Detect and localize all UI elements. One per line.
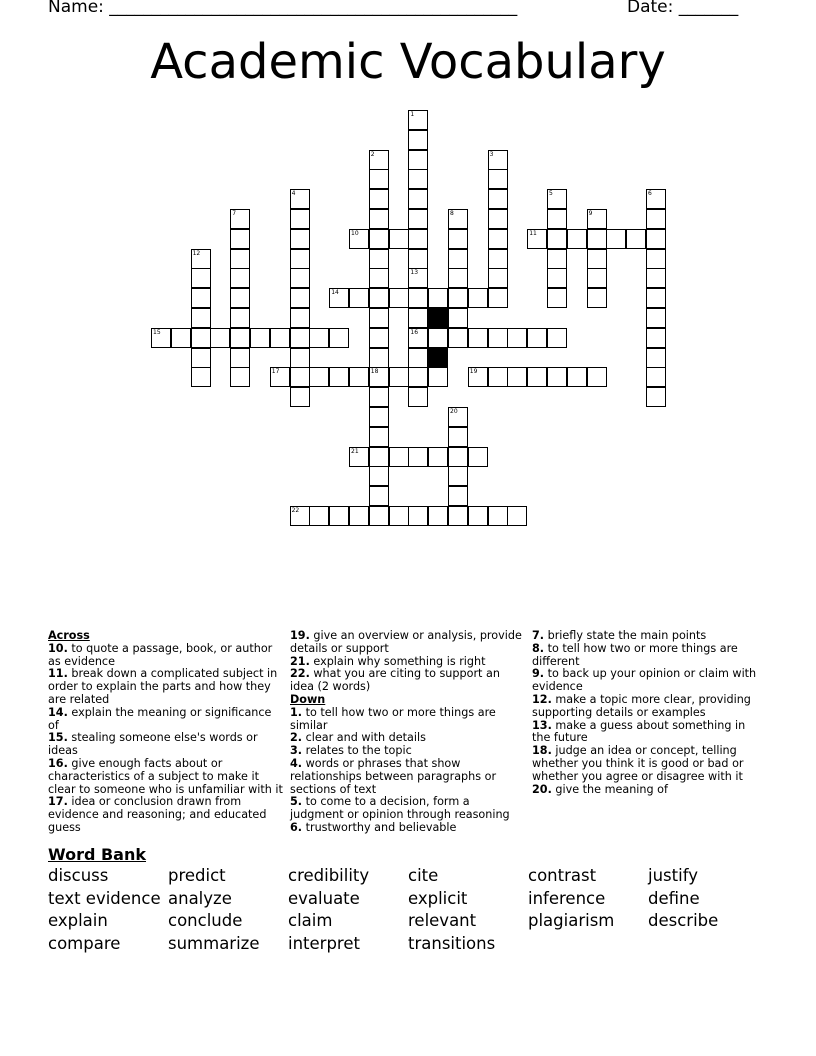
grid-cell[interactable]	[389, 288, 409, 308]
grid-cell[interactable]	[488, 268, 508, 288]
clue-text: trustworthy and believable	[302, 820, 457, 834]
grid-cell[interactable]	[646, 249, 666, 269]
clue-text: explain why something is right	[309, 654, 486, 668]
grid-cell[interactable]	[448, 308, 468, 328]
grid-cell[interactable]	[587, 367, 607, 387]
grid-cell[interactable]	[250, 328, 270, 348]
grid-cell[interactable]	[389, 447, 409, 467]
grid-cell[interactable]	[329, 506, 349, 526]
grid-cell[interactable]	[547, 189, 567, 209]
clue-number: 1	[410, 111, 415, 118]
grid-cell[interactable]	[448, 268, 468, 288]
grid-cell[interactable]	[171, 328, 191, 348]
clue-number: 2	[370, 150, 375, 158]
grid-cell[interactable]	[191, 367, 211, 387]
grid-cell[interactable]	[290, 288, 310, 308]
clue-column-3	[532, 630, 767, 796]
grid-cell[interactable]	[369, 328, 389, 348]
grid-cell[interactable]	[606, 229, 626, 249]
clue-text: judge an idea or concept, telling whether you think it is good or bad or whether you agree or disagree with it	[532, 744, 744, 783]
down-clue	[532, 784, 767, 797]
grid-cell[interactable]	[369, 169, 389, 189]
word-bank-item: relevant	[408, 911, 477, 930]
across-clue	[48, 707, 283, 733]
grid-cell[interactable]	[230, 348, 250, 368]
grid-cell[interactable]	[290, 367, 310, 387]
grid-cell[interactable]	[488, 150, 508, 170]
grid-cell[interactable]	[369, 486, 389, 506]
down-heading: Down	[290, 692, 326, 706]
grid-cell[interactable]	[646, 288, 666, 308]
grid-cell[interactable]	[329, 328, 349, 348]
word-bank-item: summarize	[168, 933, 260, 953]
grid-cell[interactable]	[349, 447, 369, 467]
clue-number: 6	[648, 190, 652, 198]
grid-cell[interactable]	[547, 209, 567, 229]
grid-cell[interactable]	[646, 209, 666, 229]
clue-number: 13	[410, 269, 419, 277]
down-clue	[290, 822, 525, 835]
grid-cell[interactable]	[369, 427, 389, 447]
grid-cell[interactable]	[408, 367, 428, 387]
grid-cell[interactable]	[270, 367, 290, 387]
grid-cell[interactable]	[547, 367, 567, 387]
clue-number: 1.	[290, 705, 303, 719]
grid-black-square	[428, 348, 448, 368]
word-bank-item: evaluate	[288, 888, 360, 908]
grid-cell[interactable]	[408, 209, 428, 229]
word-bank-item: text evidence	[48, 888, 161, 908]
grid-cell[interactable]	[468, 367, 488, 387]
clue-number: 4	[291, 190, 296, 198]
grid-cell[interactable]	[230, 209, 250, 229]
word-bank-item: explain	[48, 911, 108, 930]
grid-cell[interactable]	[230, 229, 250, 249]
grid-cell[interactable]	[448, 328, 468, 348]
grid-cell[interactable]	[369, 268, 389, 288]
grid-cell[interactable]	[369, 189, 389, 209]
grid-cell[interactable]	[646, 387, 666, 407]
grid-cell[interactable]	[488, 288, 508, 308]
grid-cell[interactable]	[527, 328, 547, 348]
grid-cell[interactable]	[309, 506, 329, 526]
clue-number: 20	[450, 408, 458, 415]
grid-cell[interactable]	[428, 367, 448, 387]
grid-cell[interactable]	[408, 130, 428, 150]
grid-cell[interactable]	[408, 169, 428, 189]
grid-cell[interactable]	[210, 328, 230, 348]
word-bank-item: plagiarism	[528, 911, 615, 930]
grid-cell[interactable]	[290, 308, 310, 328]
page-title: Academic Vocabulary	[150, 34, 666, 90]
grid-cell[interactable]	[230, 268, 250, 288]
grid-cell[interactable]	[408, 387, 428, 407]
grid-cell[interactable]	[191, 249, 211, 269]
grid-cell[interactable]	[488, 249, 508, 269]
grid-cell[interactable]	[468, 506, 488, 526]
grid-cell[interactable]	[369, 348, 389, 368]
grid-cell[interactable]	[626, 229, 646, 249]
clue-number: 11	[529, 229, 537, 237]
clue-number: 19	[469, 368, 478, 376]
grid-cell[interactable]	[646, 348, 666, 368]
grid-cell[interactable]	[646, 308, 666, 328]
clue-text: clear and with details	[302, 731, 426, 745]
grid-cell[interactable]	[151, 328, 171, 348]
grid-cell[interactable]	[488, 328, 508, 348]
clue-text: make a guess about something in the future	[532, 718, 746, 745]
grid-cell[interactable]	[369, 209, 389, 229]
clue-number: 21.	[290, 654, 310, 668]
word-bank-item: discuss	[48, 866, 109, 885]
grid-cell[interactable]	[270, 328, 290, 348]
across-clue	[48, 732, 283, 758]
grid-cell[interactable]	[369, 367, 389, 387]
across-clue	[48, 668, 283, 706]
clue-text: make a topic more clear, providing supporting details or examples	[532, 692, 751, 719]
clue-text: briefly state the main points	[544, 629, 707, 642]
clue-number: 8.	[532, 641, 545, 655]
date-label: Date: _______	[627, 0, 739, 17]
clue-number: 4.	[290, 756, 303, 770]
clue-number: 5	[549, 190, 553, 198]
grid-cell[interactable]	[369, 288, 389, 308]
grid-cell[interactable]	[369, 229, 389, 249]
clue-number: 15	[153, 328, 161, 336]
clue-number: 22.	[290, 667, 310, 681]
grid-cell[interactable]	[369, 466, 389, 486]
clue-text: explain the meaning or significance of	[48, 705, 272, 732]
grid-cell[interactable]	[587, 209, 607, 229]
grid-cell[interactable]	[290, 209, 310, 229]
clue-number: 7.	[532, 629, 545, 642]
grid-cell[interactable]	[369, 308, 389, 328]
grid-cell[interactable]	[646, 229, 666, 249]
grid-cell[interactable]	[567, 229, 587, 249]
grid-cell[interactable]	[587, 229, 607, 249]
down-clue	[290, 707, 525, 733]
grid-cell[interactable]	[369, 387, 389, 407]
grid-cell[interactable]	[369, 447, 389, 467]
grid-cell[interactable]	[527, 229, 547, 249]
clue-number: 13.	[532, 718, 552, 732]
clue-number: 10	[351, 229, 359, 237]
grid-cell[interactable]	[191, 348, 211, 368]
grid-cell[interactable]	[369, 407, 389, 427]
grid-cell[interactable]	[369, 506, 389, 526]
grid-cell[interactable]	[488, 189, 508, 209]
grid-cell[interactable]	[309, 367, 329, 387]
clue-number: 14.	[48, 705, 68, 719]
clue-number: 19.	[290, 629, 310, 642]
grid-cell[interactable]	[230, 249, 250, 269]
grid-cell[interactable]	[428, 447, 448, 467]
grid-cell[interactable]	[646, 268, 666, 288]
clue-text: to back up your opinion or claim with evidence	[532, 667, 757, 694]
grid-cell[interactable]	[290, 328, 310, 348]
clue-text: to quote a passage, book, or author as evidence	[48, 641, 273, 668]
grid-cell[interactable]	[488, 506, 508, 526]
clue-number: 17	[271, 368, 280, 376]
grid-cell[interactable]	[191, 308, 211, 328]
grid-cell[interactable]	[230, 308, 250, 328]
grid-cell[interactable]	[468, 447, 488, 467]
grid-cell[interactable]	[408, 229, 428, 249]
grid-black-square	[428, 308, 448, 328]
grid-cell[interactable]	[408, 308, 428, 328]
clue-number: 18.	[532, 744, 552, 758]
word-bank-item: explicit	[408, 888, 468, 908]
grid-cell[interactable]	[408, 506, 428, 526]
grid-cell[interactable]	[547, 229, 567, 249]
grid-cell[interactable]	[191, 328, 211, 348]
grid-cell[interactable]	[408, 249, 428, 269]
clue-text: to tell how two or more things are similar	[290, 705, 496, 732]
clue-text: give enough facts about or characteristics of a subject to make it clear to someone who is unfamiliar with it	[48, 756, 283, 796]
clue-number: 9	[588, 210, 593, 217]
grid-cell[interactable]	[448, 486, 468, 506]
grid-cell[interactable]	[448, 447, 468, 467]
clue-number: 2.	[290, 731, 303, 745]
word-bank-item: conclude	[168, 911, 243, 930]
clue-number: 5.	[290, 795, 303, 809]
grid-cell[interactable]	[468, 328, 488, 348]
clue-text: to come to a decision, form a judgment or opinion through reasoning	[290, 795, 510, 822]
word-bank-item: predict	[168, 866, 226, 885]
grid-cell[interactable]	[349, 288, 369, 308]
word-bank-item: analyze	[168, 888, 232, 908]
grid-cell[interactable]	[507, 367, 527, 387]
word-bank-item: interpret	[288, 933, 360, 953]
clue-number: 9.	[532, 667, 545, 681]
clue-column-1	[48, 630, 283, 835]
grid-cell[interactable]	[646, 328, 666, 348]
grid-cell[interactable]	[290, 387, 310, 407]
clue-number: 16	[410, 328, 419, 336]
grid-cell[interactable]	[547, 268, 567, 288]
clue-number: 22	[291, 507, 300, 514]
grid-cell[interactable]	[428, 328, 448, 348]
grid-cell[interactable]	[389, 506, 409, 526]
grid-cell[interactable]	[309, 328, 329, 348]
clue-text: idea or conclusion drawn from evidence and reasoning; and educated guess	[48, 795, 267, 834]
across-heading: Across	[48, 629, 90, 642]
grid-cell[interactable]	[448, 466, 468, 486]
grid-cell[interactable]	[408, 328, 428, 348]
clue-number: 6.	[290, 820, 303, 834]
word-bank-item: define	[648, 888, 700, 908]
clue-number: 16.	[48, 756, 68, 770]
word-bank-item: compare	[48, 933, 121, 953]
clue-number: 17.	[48, 795, 68, 809]
grid-cell[interactable]	[389, 367, 409, 387]
clue-number: 18	[370, 368, 379, 376]
clue-number: 21	[351, 447, 359, 455]
grid-cell[interactable]	[488, 229, 508, 249]
clue-text: stealing someone else's words or ideas	[48, 731, 258, 758]
clue-text: words or phrases that show relationships between paragraphs or sections of text	[290, 756, 497, 796]
grid-cell[interactable]	[230, 288, 250, 308]
clue-number: 15.	[48, 731, 68, 745]
clue-number: 3.	[290, 744, 303, 758]
grid-cell[interactable]	[468, 288, 488, 308]
word-bank-item: cite	[408, 866, 439, 885]
grid-cell[interactable]	[290, 506, 310, 526]
across-clue	[48, 643, 283, 669]
grid-cell[interactable]	[349, 367, 369, 387]
word-bank-item: credibility	[288, 866, 370, 885]
grid-cell[interactable]	[448, 407, 468, 427]
grid-cell[interactable]	[349, 506, 369, 526]
down-clue	[290, 758, 525, 796]
clue-number: 8	[450, 210, 454, 217]
grid-cell[interactable]	[408, 288, 428, 308]
word-bank-item: contrast	[528, 866, 597, 885]
grid-cell[interactable]	[488, 209, 508, 229]
down-clue	[532, 643, 767, 669]
across-clue	[290, 668, 525, 694]
grid-cell[interactable]	[448, 288, 468, 308]
grid-cell[interactable]	[408, 150, 428, 170]
clue-column-2	[290, 630, 525, 835]
grid-cell[interactable]	[230, 367, 250, 387]
grid-cell[interactable]	[488, 367, 508, 387]
grid-cell[interactable]	[191, 288, 211, 308]
clue-text: relates to the topic	[302, 744, 412, 758]
grid-cell[interactable]	[428, 288, 448, 308]
across-clue	[48, 758, 283, 796]
down-clue	[532, 694, 767, 720]
grid-cell[interactable]	[290, 249, 310, 269]
across-clue	[48, 796, 283, 834]
grid-cell[interactable]	[488, 169, 508, 189]
grid-cell[interactable]	[290, 268, 310, 288]
clue-number: 12	[192, 249, 201, 257]
grid-cell[interactable]	[349, 229, 369, 249]
down-clue	[532, 720, 767, 746]
grid-cell[interactable]	[230, 328, 250, 348]
grid-cell[interactable]	[290, 189, 310, 209]
grid-cell[interactable]	[329, 288, 349, 308]
across-clue	[290, 630, 525, 656]
name-label: Name: ________________________________________________	[48, 0, 518, 17]
word-bank-item: justify	[648, 866, 698, 885]
grid-cell[interactable]	[290, 229, 310, 249]
grid-cell[interactable]	[369, 150, 389, 170]
grid-cell[interactable]	[448, 427, 468, 447]
grid-cell[interactable]	[567, 367, 587, 387]
down-clue	[290, 796, 525, 822]
grid-cell[interactable]	[369, 249, 389, 269]
down-clue	[532, 668, 767, 694]
clue-number: 7	[232, 210, 237, 217]
clue-number: 14	[331, 289, 339, 297]
grid-cell[interactable]	[290, 348, 310, 368]
clue-text: give the meaning of	[551, 782, 668, 796]
down-clue	[532, 745, 767, 783]
grid-cell[interactable]	[329, 367, 349, 387]
grid-cell[interactable]	[547, 288, 567, 308]
grid-cell[interactable]	[448, 249, 468, 269]
grid-cell[interactable]	[547, 328, 567, 348]
grid-cell[interactable]	[448, 506, 468, 526]
clue-text: what you are citing to support an idea (2 words)	[290, 667, 500, 694]
grid-cell[interactable]	[448, 209, 468, 229]
grid-cell[interactable]	[507, 506, 527, 526]
clue-number: 20.	[532, 782, 552, 796]
word-bank-item: inference	[528, 888, 606, 908]
grid-cell[interactable]	[408, 189, 428, 209]
word-bank-title: Word Bank	[48, 845, 147, 864]
clue-text: to tell how two or more things are different	[532, 641, 738, 668]
grid-cell[interactable]	[408, 110, 428, 130]
clue-text: give an overview or analysis, provide details or support	[290, 629, 522, 655]
grid-cell[interactable]	[587, 268, 607, 288]
word-bank-item: claim	[288, 911, 333, 930]
grid-cell[interactable]	[448, 229, 468, 249]
grid-cell[interactable]	[646, 367, 666, 387]
grid-cell[interactable]	[646, 189, 666, 209]
clue-text: break down a complicated subject in order to explain the parts and how they are related	[48, 667, 278, 706]
grid-cell[interactable]	[389, 229, 409, 249]
clue-number: 10.	[48, 641, 68, 655]
grid-cell[interactable]	[547, 249, 567, 269]
word-bank-item: transitions	[408, 933, 496, 953]
clue-number: 3	[489, 150, 494, 158]
grid-cell[interactable]	[408, 447, 428, 467]
grid-cell[interactable]	[587, 288, 607, 308]
grid-cell[interactable]	[408, 268, 428, 288]
word-bank-item: describe	[648, 911, 719, 930]
grid-cell[interactable]	[428, 506, 448, 526]
grid-cell[interactable]	[587, 249, 607, 269]
grid-cell[interactable]	[527, 367, 547, 387]
clue-number: 11.	[48, 667, 68, 681]
grid-cell[interactable]	[507, 328, 527, 348]
grid-cell[interactable]	[191, 268, 211, 288]
clue-number: 12.	[532, 692, 552, 706]
grid-cell[interactable]	[408, 348, 428, 368]
